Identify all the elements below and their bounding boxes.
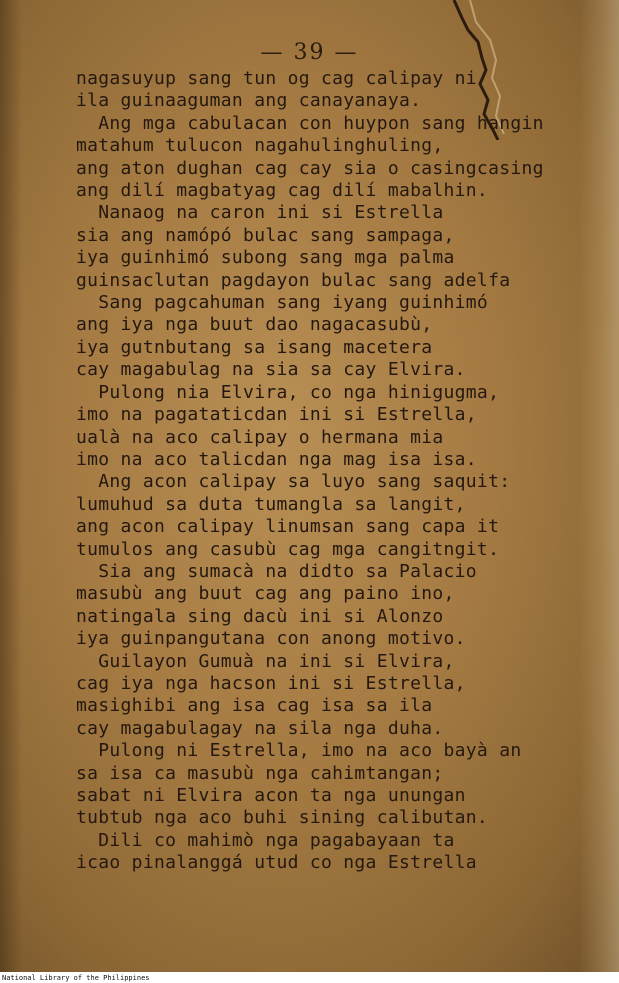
text-line: lumuhud sa duta tumangla sa langit, bbox=[76, 493, 466, 515]
text-line: cay magabulag na sia sa cay Elvira. bbox=[76, 359, 466, 381]
text-line: cag iya nga hacson ini si Estrella, bbox=[76, 672, 466, 694]
text-line: cay magabulagay na sila nga duha. bbox=[76, 717, 444, 739]
text-line: sia ang namópó bulac sang sampaga, bbox=[76, 224, 455, 246]
text-line: iya gutnbutang sa isang macetera bbox=[76, 336, 433, 358]
text-line: Pulong ni Estrella, imo na aco bayà an bbox=[76, 740, 522, 762]
text-line: imo na aco talicdan nga mag isa isa. bbox=[76, 448, 477, 470]
text-line: Sang pagcahuman sang iyang guinhimó bbox=[76, 292, 489, 314]
text-line: matahum tulucon nagahulinghuling, bbox=[76, 135, 444, 157]
text-line: nagasuyup sang tun og cag calipay ni bbox=[76, 68, 477, 89]
text-line: ang iya nga buut dao nagacasubù, bbox=[76, 314, 433, 336]
text-line: sa isa ca masubù nga cahimtangan; bbox=[76, 762, 444, 784]
text-line: natingala sing dacù ini si Alonzo bbox=[76, 605, 444, 627]
text-line: ualà na aco calipay o hermana mia bbox=[76, 426, 444, 448]
text-line: Guilayon Gumuà na ini si Elvira, bbox=[76, 650, 455, 672]
text-line: Ang mga cabulacan con huypon sang hangin bbox=[76, 112, 544, 134]
text-line: masighibi ang isa cag isa sa ila bbox=[76, 695, 433, 717]
poem-text bbox=[76, 68, 546, 875]
text-line: ang acon calipay linumsan sang capa it bbox=[76, 516, 500, 538]
text-line: ang dilí magbatyag cag dilí mabalhin. bbox=[76, 180, 489, 202]
text-line: tubtub nga aco buhi sining calibutan. bbox=[76, 807, 489, 829]
text-line: Sia ang sumacà na didto sa Palacio bbox=[76, 560, 477, 582]
text-line: ang aton dughan cag cay sia o casingcasing bbox=[76, 157, 544, 179]
text-line: sabat ni Elvira acon ta nga unungan bbox=[76, 785, 466, 806]
text-line: Dili co mahimò nga pagabayaan ta bbox=[76, 829, 455, 851]
footer-credit: National Library of the Philippines bbox=[2, 974, 150, 982]
page-edge-right bbox=[579, 0, 619, 972]
text-line: ila guinaaguman ang canayanaya. bbox=[76, 90, 422, 112]
text-line: Pulong nia Elvira, co nga hinigugma, bbox=[76, 381, 500, 403]
page-number: — 39 — bbox=[260, 40, 359, 65]
text-line: masubù ang buut cag ang paino ino, bbox=[76, 583, 455, 605]
text-line: icao pinalanggá utud co nga Estrella bbox=[76, 852, 477, 874]
text-line: Nanaog na caron ini si Estrella bbox=[76, 202, 444, 224]
text-line: iya guinpangutana con anong motivo. bbox=[76, 628, 466, 650]
text-line: tumulos ang casubù cag mga cangitngit. bbox=[76, 538, 500, 560]
text-line: iya guinhimó subong sang mga palma bbox=[76, 247, 455, 269]
text-line: Ang acon calipay sa luyo sang saquit: bbox=[76, 471, 511, 493]
page-shadow-left bbox=[0, 0, 22, 972]
text-line: guinsaclutan pagdayon bulac sang adelfa bbox=[76, 269, 511, 291]
text-line: imo na pagataticdan ini si Estrella, bbox=[76, 404, 477, 426]
